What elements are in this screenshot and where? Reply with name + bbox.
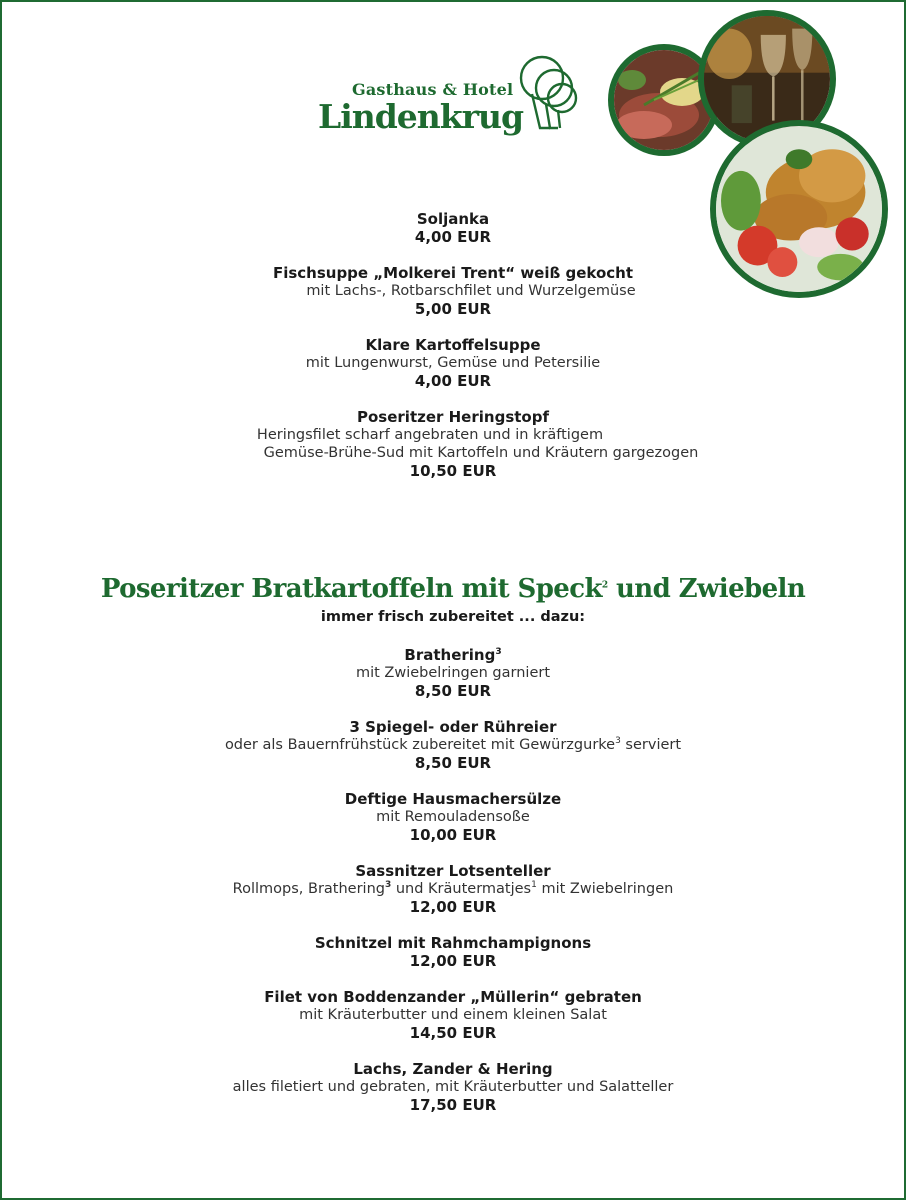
mains-headline: Poseritzer Bratkartoffeln mit Speck$^2$ und Zwiebeln [100,574,806,604]
item-description: mit Lungenwurst, Gemüse und Petersilie [305,355,601,371]
menu-item [0,718,906,772]
item-description: Heringsfilet scharf angebraten und in kräftigem Gemüse-Brühe-Sud mit Kartoffeln und Kräutern gargezogen [256,427,699,461]
item-name: Brathering$^3$ [404,646,502,664]
item-price: 10,00 EUR [409,826,497,844]
logo [318,48,588,138]
item-price: 10,50 EUR [409,462,497,480]
menu-item [0,988,906,1042]
item-description: mit Lachs-, Rotbarschfilet und Wurzelgemüse [306,283,636,299]
menu-item [0,336,906,390]
item-description: mit Kräuterbutter und einem kleinen Salat [299,1007,607,1023]
item-price: 12,00 EUR [409,898,497,916]
item-name: Deftige Hausmachersülze [344,790,562,808]
menu-item [0,646,906,700]
item-description: alles filetiert und gebraten, mit Kräuterbutter und Salatteller [232,1079,674,1095]
item-price: 8,50 EUR [414,682,492,700]
menu-item [0,862,906,916]
item-description: oder als Bauernfrühstück zubereitet mit Gewürzgurke$^3$ serviert [224,736,682,753]
menu-item [0,408,906,480]
linden-leaf-icon [518,48,580,132]
item-price: 14,50 EUR [409,1024,497,1042]
menu-item [0,264,906,318]
item-name: Lachs, Zander & Hering [353,1060,553,1078]
menu-item [0,1060,906,1114]
item-description: mit Remouladensoße [376,809,530,825]
item-price: 8,50 EUR [414,754,492,772]
item-name: Sassnitzer Lotsenteller [355,862,551,880]
menu-item [0,934,906,970]
item-description: mit Zwiebelringen garniert [355,665,551,681]
logo-line2: Lindenkrug [318,97,524,136]
item-price: 12,00 EUR [409,952,497,970]
item-price: 4,00 EUR [414,372,492,390]
item-name: Poseritzer Heringstopf [357,408,549,426]
mains-subtitle: immer frisch zubereitet ... dazu: [320,609,586,625]
item-name: Klare Kartoffelsuppe [365,336,541,354]
menu-item [0,210,906,246]
item-description: Rollmops, Brathering$^3$ und Kräutermatjes$^1$ mit Zwiebelringen [232,880,674,897]
item-name: 3 Spiegel- oder Rühreier [349,718,557,736]
item-name: Schnitzel mit Rahmchampignons [314,934,592,952]
item-name: Fischsuppe „Molkerei Trent“ weiß gekocht [272,264,634,282]
item-price: 4,00 EUR [414,228,492,246]
item-price: 5,00 EUR [414,300,492,318]
logo-line1: Gasthaus & Hotel [352,80,514,99]
item-name: Filet von Boddenzander „Müllerin“ gebraten [264,988,642,1006]
item-name: Soljanka [416,210,490,228]
menu-item [0,790,906,844]
soups-section [0,210,906,480]
mains-section [0,646,906,1114]
item-price: 17,50 EUR [409,1096,497,1114]
